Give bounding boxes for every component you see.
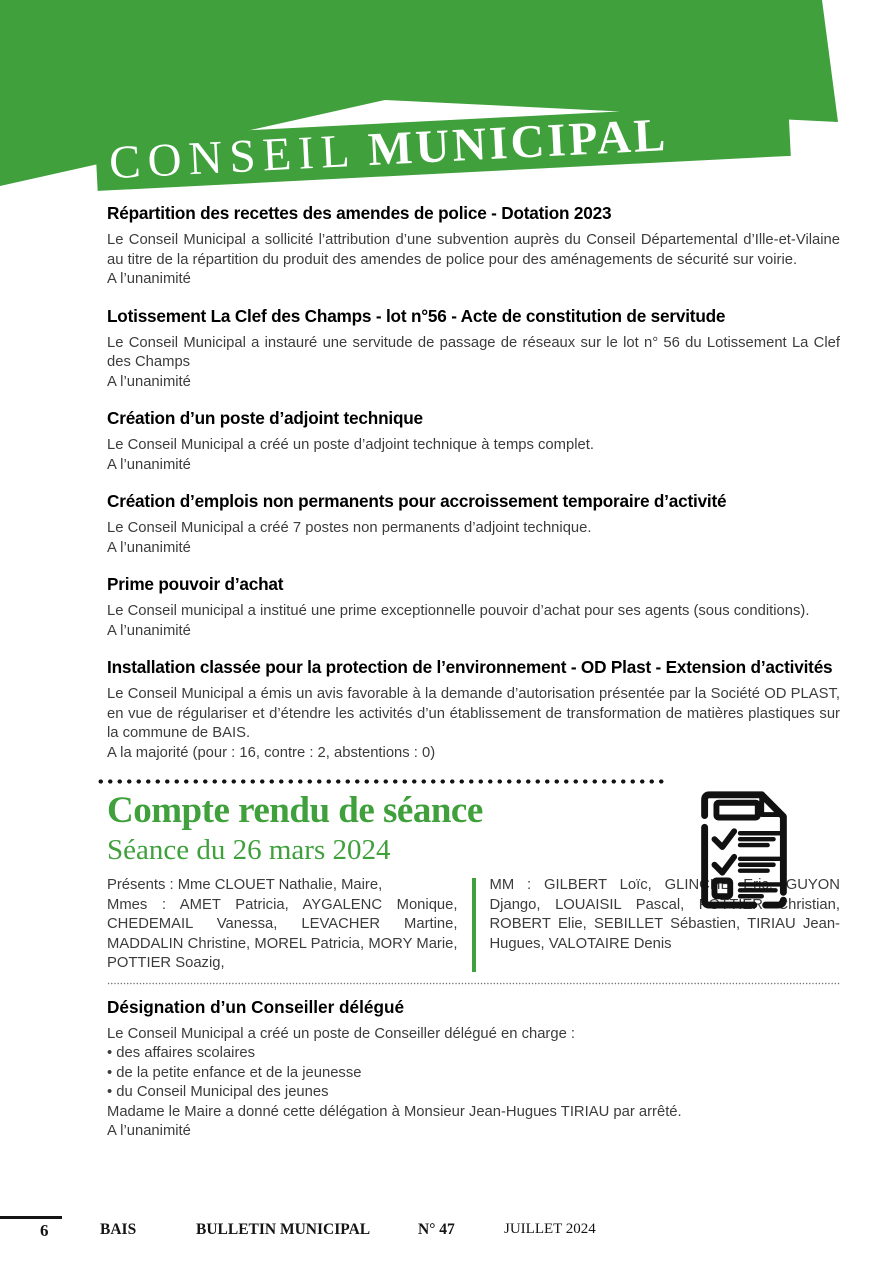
section-outro: Madame le Maire a donné cette délégation à Monsieur Jean-Hugues TIRIAU par arrêté. bbox=[107, 1103, 682, 1120]
section-heading: Création d’un poste d’adjoint technique bbox=[107, 408, 423, 428]
section-body: Le Conseil Municipal a créé 7 postes non permanents d’adjoint technique. bbox=[107, 520, 592, 536]
section-heading: Création d’emplois non permanents pour accroissement temporaire d’activité bbox=[107, 491, 727, 511]
vote-result: A l’unanimité bbox=[107, 622, 191, 639]
vote-result: A l’unanimité bbox=[107, 539, 191, 556]
footer bbox=[0, 1221, 892, 1245]
section-body: Le Conseil Municipal a créé un poste d’adjoint technique à temps complet. bbox=[107, 437, 594, 453]
report-subtitle: Séance du 26 mars 2024 bbox=[107, 834, 391, 866]
section-poste-adjoint bbox=[107, 408, 840, 475]
attendees-mm: MM : GILBERT Loïc, GLINCHE Eric, GUYON Django, LOUAISIL Pascal, POTTIER Christian, ROBERT Elie, SEBILLET Sébastien, TIRIAU Jean-Hugues, VALOTAIRE Denis bbox=[489, 877, 840, 952]
bullet-item: • du Conseil Municipal des jeunes bbox=[107, 1083, 840, 1103]
section-installation-classee bbox=[107, 657, 840, 763]
footer-rule bbox=[0, 1216, 62, 1219]
section-conseiller-delegue bbox=[107, 997, 840, 1142]
section-lotissement-servitude bbox=[107, 306, 840, 393]
section-heading: Prime pouvoir d’achat bbox=[107, 574, 284, 594]
page-title-bold: MUNICIPAL bbox=[366, 109, 670, 177]
section-prime-pouvoir-achat bbox=[107, 574, 840, 641]
dotted-separator-strong bbox=[96, 779, 668, 784]
vote-result: A l’unanimité bbox=[107, 373, 191, 390]
footer-page-number: 6 bbox=[40, 1221, 49, 1240]
section-intro: Le Conseil Municipal a créé un poste de Conseiller délégué en charge : bbox=[107, 1025, 576, 1042]
attendees-presents-line: Présents : Mme CLOUET Nathalie, Maire, bbox=[107, 877, 383, 893]
section-body: Le Conseil Municipal a sollicité l’attribution d’une subvention auprès du Conseil Départemental d’Ille-et-Vilaine au titre de la répartition du produit des amendes de police pour des aménagements de sécurité sur voirie. bbox=[107, 232, 840, 268]
vote-result: A la majorité (pour : 16, contre : 2, abstentions : 0) bbox=[107, 744, 436, 761]
footer-date: JUILLET 2024 bbox=[504, 1221, 596, 1237]
section-heading: Répartition des recettes des amendes de police - Dotation 2023 bbox=[107, 203, 612, 223]
section-emplois-non-permanents bbox=[107, 491, 840, 558]
vote-result: A l’unanimité bbox=[107, 271, 191, 287]
section-heading: Désignation d’un Conseiller délégué bbox=[107, 996, 405, 1017]
section-heading: Lotissement La Clef des Champs - lot n°56 - Acte de constitution de servitude bbox=[107, 305, 726, 326]
delegate-bullet-list bbox=[107, 1044, 840, 1103]
checklist-icon bbox=[692, 786, 796, 912]
footer-town: BAIS bbox=[100, 1221, 137, 1238]
footer-publication: BULLETIN MUNICIPAL bbox=[196, 1221, 371, 1238]
section-body: Le Conseil Municipal a instauré une servitude de passage de réseaux sur le lot n° 56 du Lotissement La Clef des Champs bbox=[107, 334, 840, 370]
dotted-separator-thin bbox=[107, 982, 840, 985]
content-column bbox=[107, 203, 840, 1142]
section-body: Le Conseil Municipal a émis un avis favorable à la demande d’autorisation présentée par la Société OD PLAST, en vue de régulariser et d’étendre les activités d’un établissement de transformation de matières plastiques sur la commune de BAIS. bbox=[107, 686, 840, 741]
section-heading: Installation classée pour la protection de l’environnement - OD Plast - Extension d’activités bbox=[107, 657, 833, 677]
bullet-item: • de la petite enfance et de la jeunesse bbox=[107, 1064, 840, 1084]
footer-issue-number: N° 47 bbox=[418, 1221, 455, 1238]
attendees-left-column bbox=[107, 876, 458, 974]
report-title: Compte rendu de séance bbox=[107, 790, 483, 831]
column-divider bbox=[472, 878, 476, 972]
attendees-mmes: Mmes : AMET Patricia, AYGALENC Monique, CHEDEMAIL Vanessa, LEVACHER Martine, MADDALIN Christine, MOREL Patricia, MORY Marie, POTTIER Soazig, bbox=[107, 896, 458, 971]
section-amendes-police bbox=[107, 203, 840, 290]
vote-result: A l’unanimité bbox=[107, 1123, 191, 1139]
vote-result: A l’unanimité bbox=[107, 456, 191, 473]
page-title-regular: CONSEIL bbox=[107, 124, 358, 190]
section-body: Le Conseil municipal a institué une prime exceptionnelle pouvoir d’achat pour ses agents (sous conditions). bbox=[107, 603, 810, 619]
bullet-item: • des affaires scolaires bbox=[107, 1044, 840, 1064]
